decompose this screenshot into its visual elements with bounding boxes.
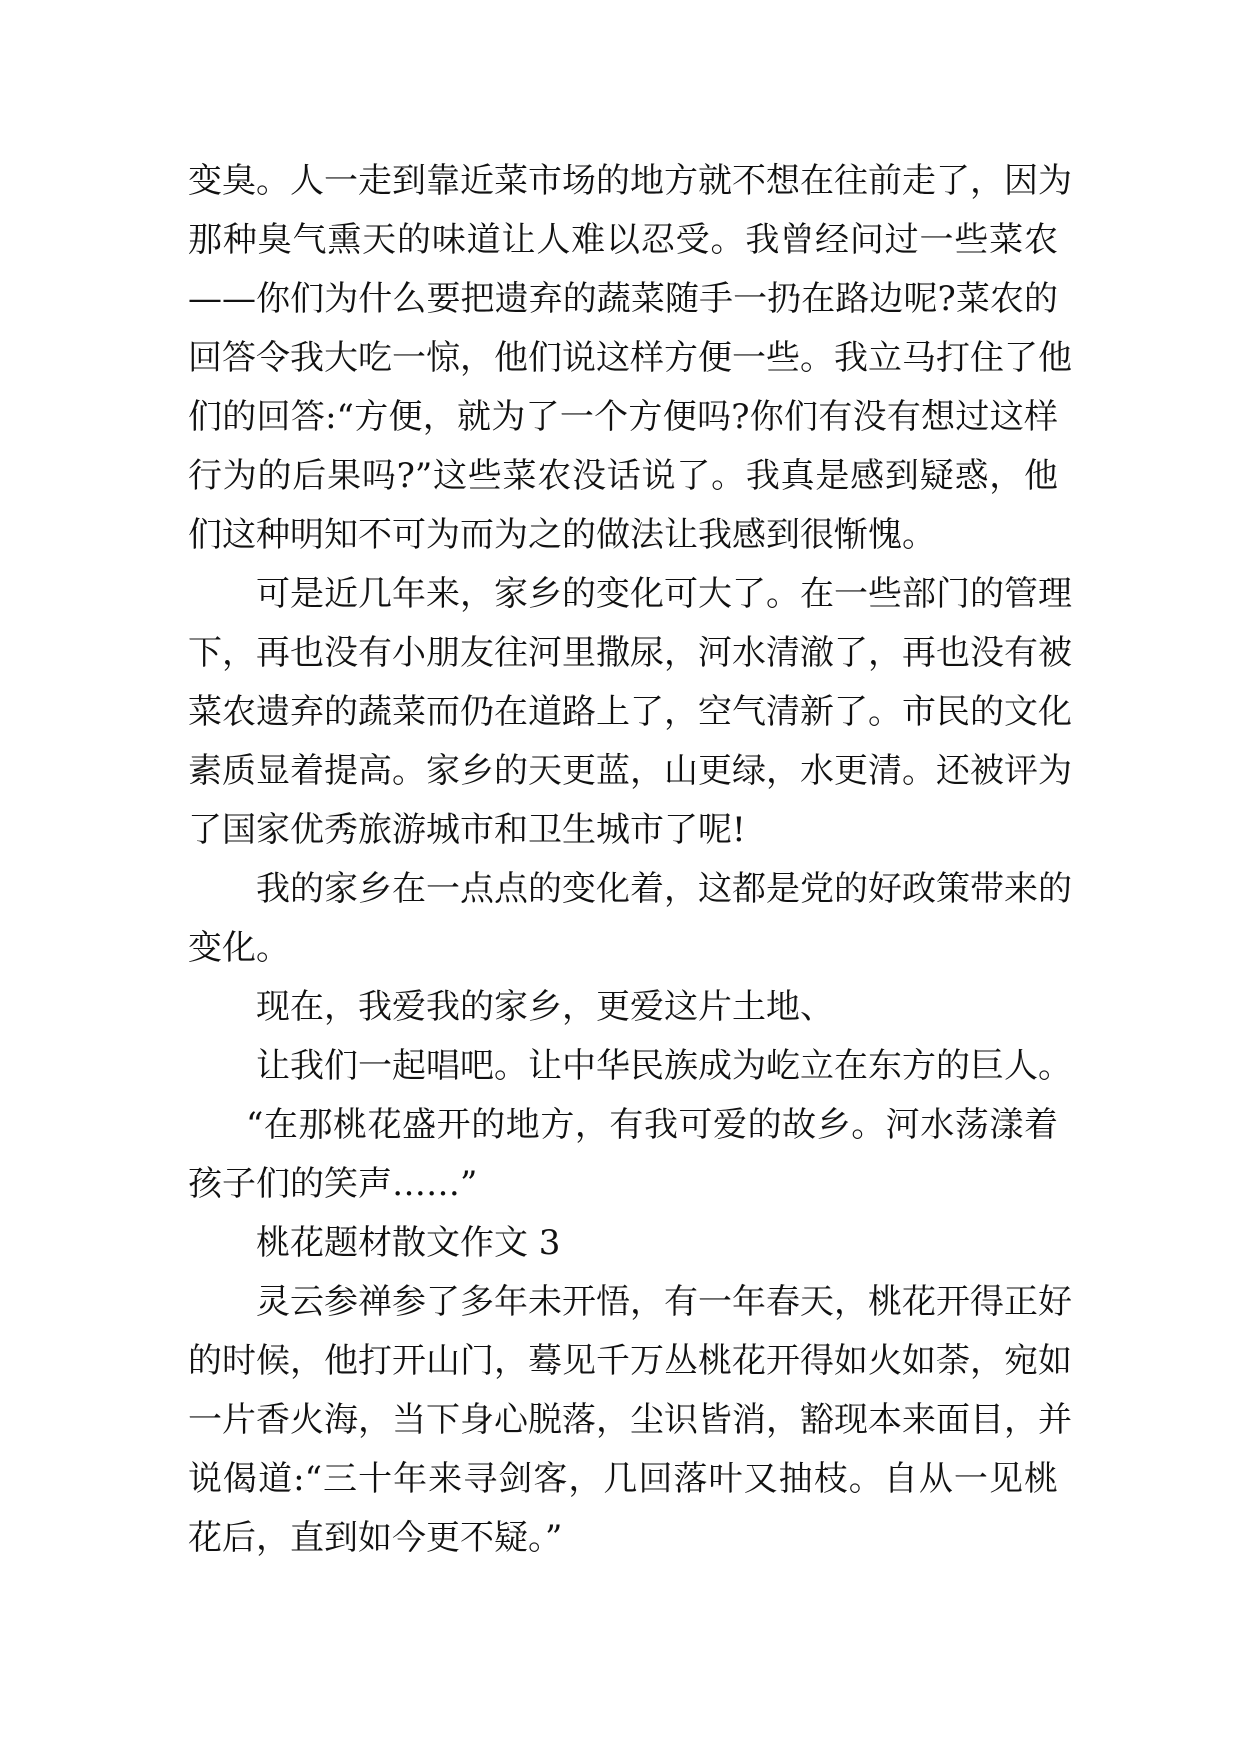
text-line: 说偈道:“三十年来寻剑客，几回落叶又抽枝。自从一见桃 (188, 1459, 1058, 1499)
section-heading: 桃花题材散文作文 3 (256, 1223, 561, 1263)
text-line: 变化。 (188, 928, 290, 968)
text-line: 孩子们的笑声……” (188, 1164, 478, 1204)
text-line: 花后，直到如今更不疑。” (188, 1518, 563, 1558)
text-line: 那种臭气熏天的味道让人难以忍受。我曾经问过一些菜农 (188, 220, 1058, 260)
text-line: 一片香火海，当下身心脱落，尘识皆消，豁现本来面目，并 (188, 1400, 1072, 1440)
text-line: 的时候，他打开山门，蓦见千万丛桃花开得如火如荼，宛如 (188, 1341, 1072, 1381)
text-line: 素质显着提高。家乡的天更蓝，山更绿，水更清。还被评为 (188, 751, 1072, 791)
text-line: 回答令我大吃一惊，他们说这样方便一些。我立马打住了他 (188, 338, 1072, 378)
text-line: 下，再也没有小朋友往河里撒尿，河水清澈了，再也没有被 (188, 633, 1072, 673)
text-line: 菜农遗弃的蔬菜而仍在道路上了，空气清新了。市民的文化 (188, 692, 1072, 732)
paragraph-first-line: 我的家乡在一点点的变化着，这都是党的好政策带来的 (256, 869, 1072, 909)
paragraph-first-line: “在那桃花盛开的地方，有我可爱的故乡。河水荡漾着 (246, 1105, 1058, 1145)
paragraph-first-line: 现在，我爱我的家乡，更爱这片土地、 (256, 987, 834, 1027)
text-line: 们这种明知不可为而为之的做法让我感到很惭愧。 (188, 515, 936, 555)
paragraph-first-line: 让我们一起唱吧。让中华民族成为屹立在东方的巨人。 (256, 1046, 1072, 1086)
text-line: 了国家优秀旅游城市和卫生城市了呢! (188, 810, 746, 850)
document-body (188, 152, 1072, 1568)
text-line: 行为的后果吗?”这些菜农没话说了。我真是感到疑惑，他 (188, 456, 1058, 496)
paragraph-first-line: 灵云参禅参了多年未开悟，有一年春天，桃花开得正好 (256, 1282, 1072, 1322)
text-line: ——你们为什么要把遗弃的蔬菜随手一扔在路边呢?菜农的 (188, 279, 1058, 319)
text-line: 变臭。人一走到靠近菜市场的地方就不想在往前走了，因为 (188, 161, 1072, 201)
text-line: 们的回答:“方便，就为了一个方便吗?你们有没有想过这样 (188, 397, 1058, 437)
paragraph-first-line: 可是近几年来，家乡的变化可大了。在一些部门的管理 (256, 574, 1072, 614)
